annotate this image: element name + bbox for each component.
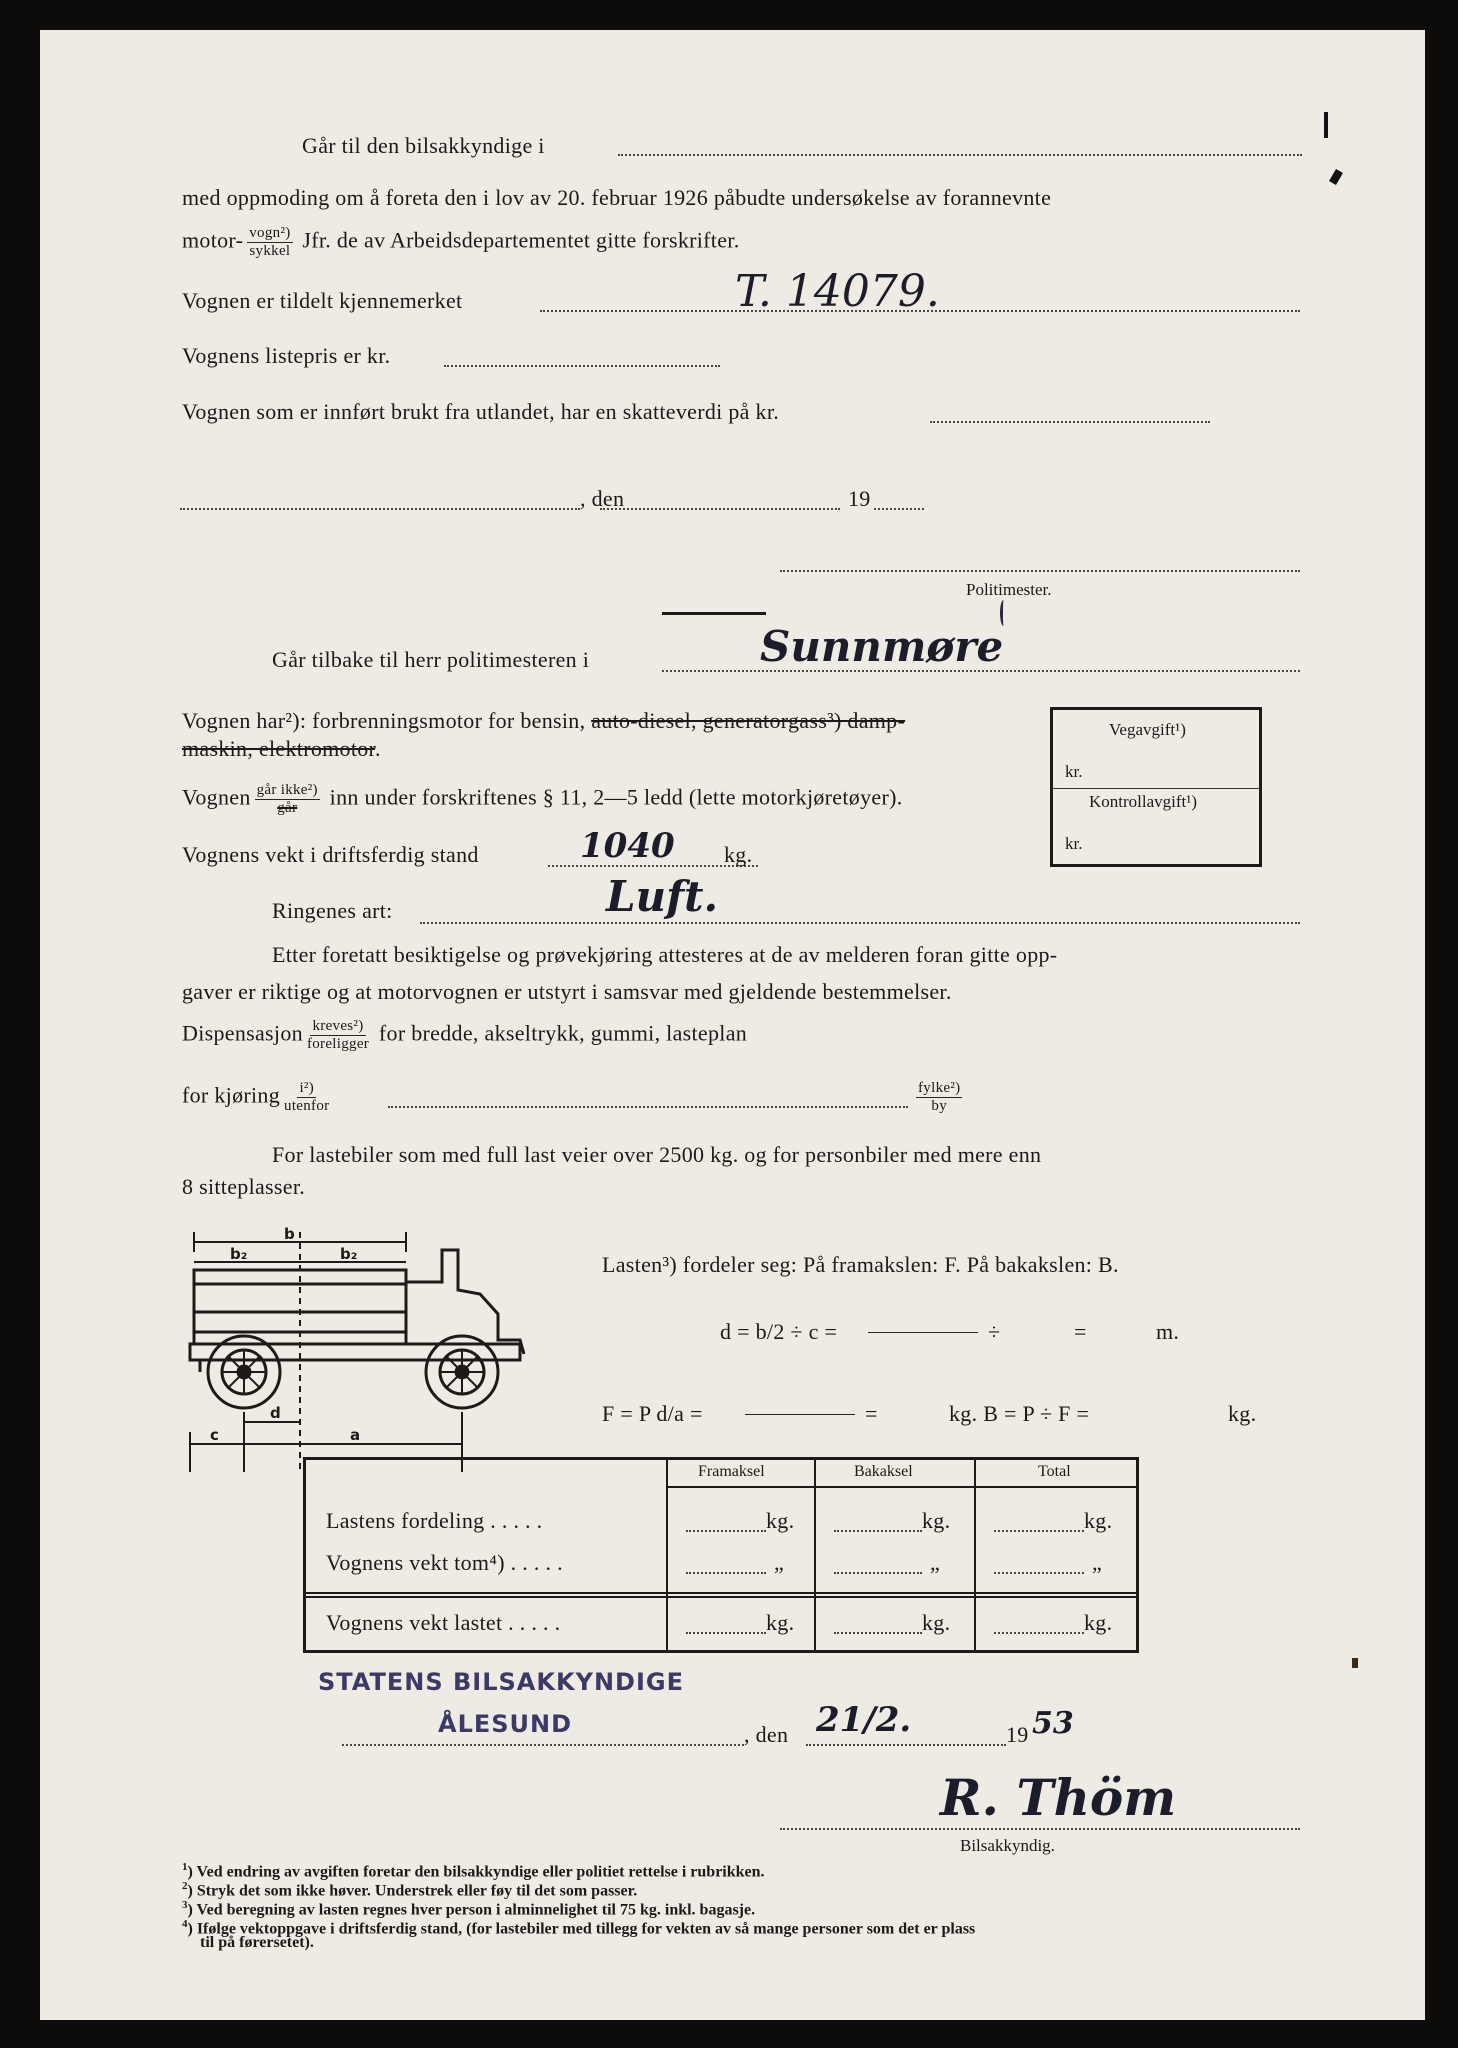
table-unit: kg.	[922, 1508, 951, 1533]
sign-year-prefix: 19	[1006, 1722, 1029, 1747]
table-vr-2	[814, 1460, 816, 1650]
politimesteren-label: Går tilbake til herr politimesteren i	[272, 647, 590, 672]
table-header-framaksel: Framaksel	[698, 1463, 765, 1480]
distribution-table	[303, 1457, 1139, 1653]
lasten-text: Lasten³) fordeler seg: På framakslen: F. På bakakslen: B.	[602, 1252, 1119, 1277]
table-header-total: Total	[1038, 1463, 1071, 1480]
table-cell[interactable]	[994, 1632, 1084, 1634]
table-unit: kg.	[766, 1610, 795, 1635]
sign-year-value: 53	[1032, 1706, 1074, 1741]
den-label: , den	[580, 486, 625, 511]
sign-date-value: 21/2.	[816, 1700, 912, 1740]
footnote-4: $^4$) Ifølge vektoppgave i driftsferdig stand, (for lastebiler med tillegg for vekten av så mange personer som det er plass	[182, 1918, 976, 1938]
vekt-label: Vognens vekt i driftsferdig stand	[182, 842, 479, 867]
dim-label-c: c	[210, 1426, 219, 1444]
table-cell[interactable]	[686, 1530, 766, 1532]
ringer-label: Ringenes art:	[272, 898, 393, 923]
kontrollavgift-kr: kr.	[1065, 834, 1083, 853]
politimesteren-value: Sunnmøre	[760, 622, 1004, 671]
office-stamp-line2: ÅLESUND	[438, 1710, 573, 1738]
table-unit: kg.	[766, 1508, 795, 1533]
year-prefix: 19	[848, 486, 871, 511]
sign-den-label: , den	[744, 1722, 789, 1747]
table-cell[interactable]	[686, 1572, 766, 1574]
form-page	[40, 30, 1425, 2020]
fee-box	[1050, 707, 1262, 867]
skatteverdi-field[interactable]	[930, 421, 1210, 423]
dim-label-b: b	[284, 1225, 295, 1243]
kontrollavgift-label: Kontrollavgift¹)	[1089, 792, 1198, 811]
table-unit: „	[774, 1550, 785, 1575]
d-formula-eq: =	[1074, 1319, 1087, 1344]
year-field[interactable]	[874, 508, 924, 510]
dim-label-b2-right: b₂	[340, 1245, 358, 1263]
table-unit: kg.	[1084, 1508, 1113, 1533]
f-formula-eq: =	[865, 1401, 878, 1426]
table-row-label: Lastens fordeling . . . . .	[326, 1508, 543, 1533]
table-unit: kg.	[1084, 1610, 1113, 1635]
table-header-line	[666, 1486, 1136, 1488]
date-field[interactable]	[600, 508, 840, 510]
table-hr-1	[306, 1592, 1136, 1594]
d-formula-unit: m.	[1156, 1319, 1180, 1344]
kjennemerke-value: T. 14079.	[735, 266, 940, 317]
kjoring-field[interactable]	[388, 1106, 908, 1108]
table-hr-2	[306, 1596, 1136, 1598]
dim-label-b2-left: b₂	[230, 1245, 248, 1263]
politimester-signature-field[interactable]	[780, 570, 1300, 572]
signature-place-field[interactable]	[342, 1744, 744, 1746]
d-formula: d = b/2 ÷ c =	[720, 1319, 838, 1344]
table-unit: kg.	[922, 1610, 951, 1635]
footnote-1: $^1$) Ved endring av avgiften foretar den bilsakkyndige eller politiet rettelse i rubrikken.	[182, 1861, 765, 1881]
ringer-value: Luft.	[606, 872, 719, 921]
office-stamp-line1: STATENS BILSAKKYNDIGE	[318, 1668, 684, 1696]
edge-mark	[1352, 1658, 1358, 1668]
attest-line1: Etter foretatt besiktigelse og prøvekjøring attesteres at de av melderen foran gitte opp-	[272, 942, 1058, 967]
vegavgift-label: Vegavgift¹)	[1109, 720, 1186, 739]
footnote-4-cont: til på førersetet).	[200, 1934, 314, 1951]
table-cell[interactable]	[834, 1572, 922, 1574]
table-unit: „	[930, 1550, 941, 1575]
dim-label-a: a	[350, 1426, 361, 1444]
skatteverdi-label: Vognen som er innført brukt fra utlandet, har en skatteverdi på kr.	[182, 399, 780, 424]
table-cell[interactable]	[834, 1632, 922, 1634]
listepris-field[interactable]	[444, 365, 720, 367]
bilsakkyndig-signature: R. Thöm	[940, 1768, 1177, 1827]
table-vr-1	[666, 1460, 668, 1650]
b-formula-unit: kg.	[1228, 1401, 1257, 1426]
dispensasjon-line: Dispensasjon $\frac{\text{kreves²)}}{\text{foreligger}}$ for bredde, akseltrykk, gummi, lasteplan	[182, 1018, 748, 1052]
table-unit: „	[1092, 1550, 1103, 1575]
place-field[interactable]	[180, 508, 580, 510]
motor-line: motor- $\frac{\text{vogn²)}}{\text{sykkel}}$ Jfr. de av Arbeidsdepartementet gitte forskrifter.	[182, 225, 740, 259]
table-vr-3	[974, 1460, 976, 1650]
bilsakkyndige-field[interactable]	[618, 154, 1302, 156]
attest-line2: gaver er riktige og at motorvognen er utstyrt i samsvar med gjeldende bestemmelser.	[182, 979, 952, 1004]
kjoring-line: for kjøring $\frac{\text{i²)}}{\text{utenfor}}$	[182, 1080, 330, 1114]
kjennemerke-label: Vognen er tildelt kjennemerket	[182, 288, 463, 313]
fee-box-divider	[1053, 788, 1259, 789]
footnote-3: $^3$) Ved beregning av lasten regnes hver person i alminnelighet til 75 kg. inkl. bagasje.	[182, 1899, 756, 1919]
listepris-label: Vognens listepris er kr.	[182, 343, 391, 368]
oppmoding-text: med oppmoding om å foreta den i lov av 20. februar 1926 påbudte undersøkelse av forannevnte	[182, 185, 1052, 210]
d-formula-blank[interactable]	[868, 1332, 978, 1333]
politimester-label: Politimester.	[966, 580, 1052, 599]
truck-diagram	[180, 1222, 620, 1474]
bilsakkyndig-signature-field[interactable]	[780, 1828, 1300, 1830]
sign-date-field[interactable]	[806, 1744, 1006, 1746]
dim-label-d: d	[270, 1404, 281, 1422]
f-formula-unit: kg. B = P ÷ F =	[949, 1401, 1090, 1426]
edge-mark	[1329, 169, 1343, 185]
motor-type-line1: Vognen har²): forbrenningsmotor for bensin, auto-diesel, generatorgass³) damp-	[182, 708, 906, 733]
lastebil-line1: For lastebiler som med full last veier over 2500 kg. og for personbiler med mere enn	[272, 1142, 1042, 1167]
vekt-value: 1040	[580, 826, 675, 866]
table-cell[interactable]	[686, 1632, 766, 1634]
f-formula-blank[interactable]	[745, 1414, 855, 1415]
table-header-bakaksel: Bakaksel	[854, 1463, 913, 1480]
ringer-field[interactable]	[420, 922, 1300, 924]
vegavgift-kr: kr.	[1065, 762, 1083, 781]
bilsakkyndig-title: Bilsakkyndig.	[960, 1836, 1055, 1855]
table-row-label: Vognens vekt tom⁴) . . . . .	[326, 1550, 563, 1575]
table-cell[interactable]	[834, 1530, 922, 1532]
bilsakkyndige-label: Går til den bilsakkyndige i	[302, 133, 545, 158]
section-divider	[662, 612, 766, 615]
fylke-fraction: $\frac{\text{fylke²)}}{by}$	[918, 1080, 961, 1114]
lastebil-line2: 8 sitteplasser.	[182, 1174, 306, 1199]
table-row-label: Vognens vekt lastet . . . . .	[326, 1610, 561, 1635]
motor-type-line2: maskin, elektromotor.	[182, 736, 381, 761]
edge-mark	[1324, 112, 1328, 138]
f-formula: F = P d/a =	[602, 1401, 703, 1426]
vekt-unit: kg.	[724, 842, 753, 867]
table-cell[interactable]	[994, 1572, 1084, 1574]
footnote-2: $^2$) Stryk det som ikke høver. Understrek eller føy til det som passer.	[182, 1880, 638, 1900]
table-cell[interactable]	[994, 1530, 1084, 1532]
lette-line: Vognen $\frac{\text{går ikke²)}}{\text{går}}$ inn under forskriftenes § 11, 2—5 ledd (lette motorkjøretøyer).	[182, 782, 903, 816]
d-formula-div: ÷	[988, 1319, 1001, 1344]
